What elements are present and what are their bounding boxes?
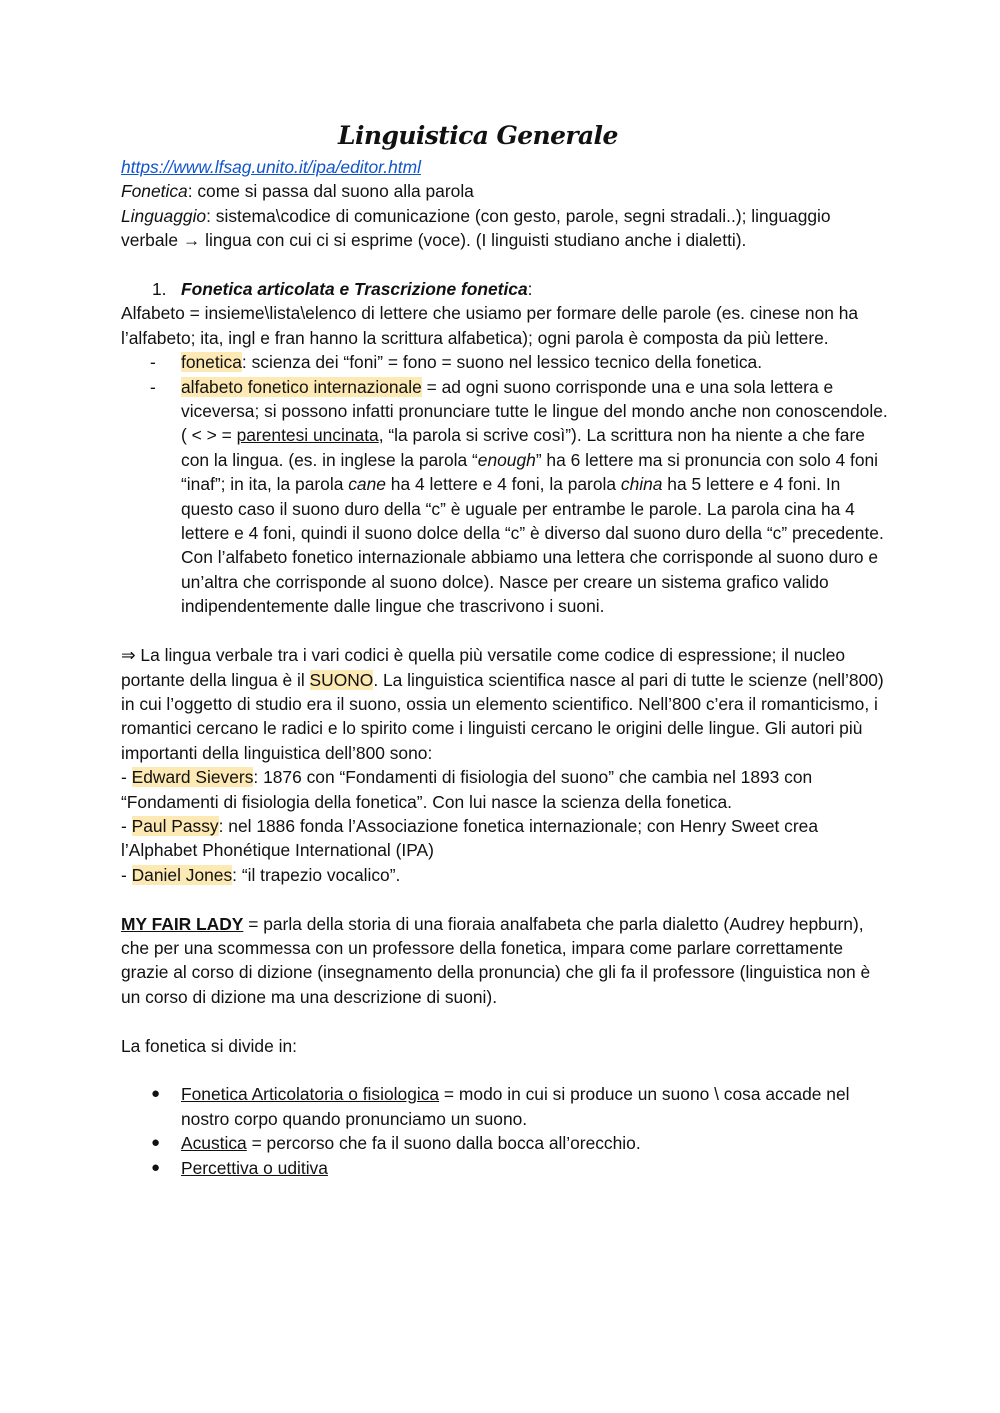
bullet-icon: ●: [151, 1085, 161, 1103]
dash-marker: -: [150, 352, 156, 373]
word-cane: cane: [348, 474, 386, 495]
section-heading-suffix: :: [527, 279, 533, 300]
author-sievers: [121, 765, 891, 814]
document-body: [121, 155, 891, 1180]
dash-marker: -: [150, 376, 156, 397]
divide-intro: La fonetica si divide in:: [121, 1035, 297, 1056]
author-prefix: -: [121, 767, 132, 788]
ipa-text-e: ha 5 lettere e 4 foni. In questo caso il suono duro della “c” è uguale per entrambe le parole. La parola cina ha 4 lettere e 4 foni, quindi il suono dolce della “c” è diverso dal suono duro della “c” precedente. Con l’alfabeto fonetico internazionale abbiamo una lettera che corrisponde al suono duro e un’altra che corrisponde al suono dolce). Nasce per creare un sistema grafico valido indipendentemente dalle lingue che trascrivono i suoni.: [181, 474, 884, 617]
my-fair-lady-term: MY FAIR LADY: [121, 913, 244, 934]
author-prefix: -: [121, 864, 132, 885]
author-text: : 1876 con “Fondamenti di fisiologia del suono” che cambia nel 1893 con “Fondamenti di fisiologia della fonetica”. Con lui nasce la scienza della fonetica.: [121, 767, 813, 812]
alfabeto-paragraph: Alfabeto = insieme\lista\elenco di lettere che usiamo per formare delle parole (es. cinese non ha l’alfabeto; ita, ingl e fran hanno la scrittura alfabetica); ogni parola è composta da più lettere.: [121, 303, 859, 348]
linguaggio-definition: [121, 204, 891, 253]
branch-term: Fonetica Articolatoria o fisiologica: [181, 1084, 440, 1105]
document-title: Linguistica Generale: [338, 121, 618, 150]
author-name: Paul Passy: [131, 815, 219, 836]
list-item-fonetica: [121, 350, 891, 374]
fonetica-def-text: : come si passa dal suono alla parola: [187, 181, 474, 202]
link-line: [121, 155, 891, 179]
list-item-ipa: [121, 375, 891, 619]
author-name: Daniel Jones: [131, 864, 233, 885]
branch-term: Acustica: [181, 1133, 247, 1154]
branch-item: [121, 1131, 891, 1155]
linguaggio-def-text: : sistema\codice di comunicazione (con gesto, parole, segni stradali..); linguaggio verbale → lingua con cui ci si esprime (voce). (I linguisti studiano anche i dialetti).: [121, 205, 831, 251]
ipa-editor-link[interactable]: https://www.lfsag.unito.it/ipa/editor.html: [121, 157, 421, 177]
branch-text: = percorso che fa il suono dalla bocca all’orecchio.: [246, 1133, 641, 1154]
author-name: Edward Sievers: [131, 767, 254, 788]
section-1-heading: [121, 277, 891, 301]
ipa-text-b: , “la parola si scrive così”). La scrittura non ha niente a che fare con la lingua. (es. in inglese la parola “: [181, 425, 865, 470]
fonetica-highlight: fonetica: [181, 352, 242, 373]
branch-text: = modo in cui si produce un suono \ cosa accade nel nostro corpo quando pronunciamo un suono.: [181, 1084, 850, 1129]
lingua-text-a: ⇒ La lingua verbale tra i vari codici è quella più versatile come codice di espressione; il nucleo portante della lingua è il: [121, 645, 846, 690]
lingua-verbale-paragraph: [121, 643, 891, 765]
section-number: 1.: [152, 279, 167, 300]
linguaggio-term: Linguaggio: [121, 205, 207, 226]
ipa-text-c: ” ha 6 lettere ma si pronuncia con solo 4 foni “inaf”; in ita, la parola: [181, 449, 879, 495]
bullet-icon: ●: [151, 1158, 161, 1176]
author-text: : “il trapezio vocalico”.: [232, 864, 401, 885]
author-text: : nel 1886 fonda l’Associazione fonetica internazionale; con Henry Sweet crea l’Alphabet Phonétique International (IPA): [121, 815, 818, 861]
author-prefix: -: [121, 815, 132, 836]
branch-item: [121, 1082, 891, 1131]
fonetica-term: Fonetica: [121, 181, 188, 202]
word-enough: enough: [477, 449, 536, 470]
my-fair-lady-paragraph: [121, 912, 891, 1010]
fonetica-item-text: : scienza dei “foni” = fono = suono nel lessico tecnico della fonetica.: [241, 352, 763, 373]
ipa-highlight: alfabeto fonetico internazionale: [181, 376, 422, 397]
branch-term: Percettiva o uditiva: [181, 1157, 328, 1178]
branch-item: [121, 1156, 891, 1180]
lingua-text-b: . La linguistica scientifica nasce al pari di tutte le scienze (nell’800) in cui l’oggetto di studio era il suono, ossia un elemento scientifico. Nell’800 c’era il romanticismo, i romantici cercano le radici e lo spirito come i linguisti cercano le origini delle lingue. Gli autori più importanti della linguistica dell’800 sono:: [121, 669, 884, 763]
word-china: china: [620, 474, 663, 495]
bullet-icon: ●: [151, 1134, 161, 1152]
author-passy: [121, 814, 891, 863]
parentesi-uncinata: parentesi uncinata: [236, 425, 379, 446]
ipa-text-d: ha 4 lettere e 4 foni, la parola: [385, 474, 621, 495]
suono-highlight: SUONO: [309, 669, 374, 690]
fonetica-definition: [121, 179, 891, 203]
author-jones: [121, 863, 891, 887]
ipa-text-a: = ad ogni suono corrisponde una e una sola lettera e viceversa; si possono infatti pronunciare tutte le lingue del mondo anche non conoscendole. ( < > =: [181, 376, 888, 446]
my-fair-lady-text: = parla della storia di una fioraia analfabeta che parla dialetto (Audrey hepburn), che per una scommessa con un professore della fonetica, impara come parlare correttamente grazie al corso di dizione (insegnamento della pronuncia) che gli fa il professore (linguistica non è un corso di dizione ma una descrizione di suoni).: [121, 913, 871, 1007]
section-heading-text: Fonetica articolata e Trascrizione fonetica: [181, 279, 528, 300]
